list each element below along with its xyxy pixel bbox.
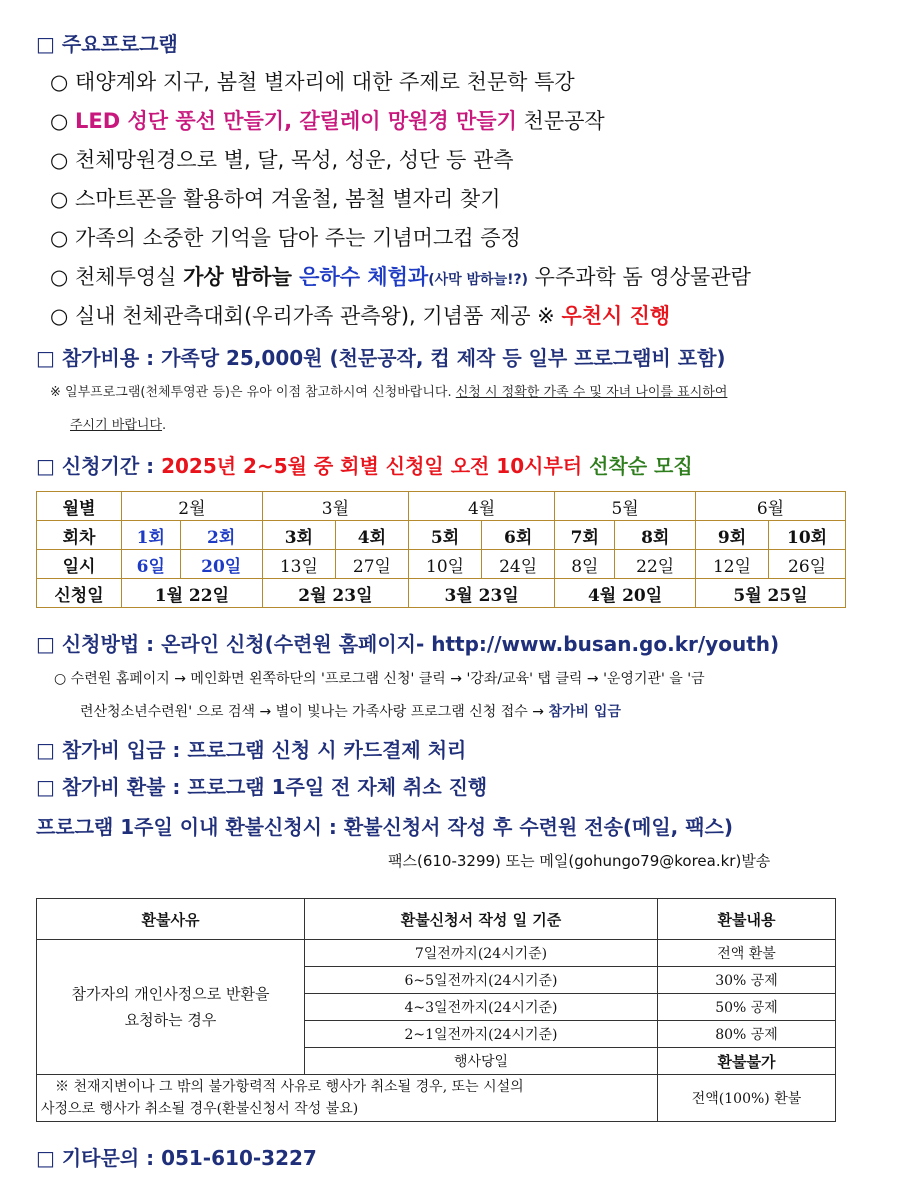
refund-row: [37, 940, 836, 967]
basis-cell: 행사당일: [305, 1048, 658, 1075]
date-cell: 20일: [180, 550, 262, 579]
program-item-lecture: ○ 태양계와 지구, 봄철 별자리에 대한 주제로 천문학 특강: [50, 70, 575, 94]
disaster-line-1: ※ 천재지변이나 그 밖의 불가항력적 사유로 행사가 취소될 경우, 또는 시설의: [55, 1079, 524, 1095]
fee-line: □ 참가비용 : 가족당 25,000원 (천문공작, 컵 제작 등 일부 프로그램비 포함): [36, 346, 726, 370]
date-cell: 8일: [555, 550, 615, 579]
date-cell: 22일: [615, 550, 696, 579]
schedule-row-date: [37, 550, 846, 579]
session-cell: 4회: [335, 521, 408, 550]
planet-pre: ○ 천체투영실: [50, 265, 184, 289]
month-cell: 4월: [408, 492, 554, 521]
apply-cell: 1월 22일: [122, 579, 263, 608]
session-cell: 8회: [615, 521, 696, 550]
session-cell: 2회: [180, 521, 262, 550]
fee-note-end: .: [162, 418, 167, 433]
program-item-mug: ○ 가족의 소중한 기억을 담아 주는 기념머그컵 증정: [50, 226, 521, 250]
session-cell: 7회: [555, 521, 615, 550]
rain-note: 우천시 진행: [561, 304, 671, 328]
planet-rest: 우주과학 돔 영상물관람: [528, 265, 751, 289]
date-cell: 24일: [482, 550, 555, 579]
bullet: ○: [50, 109, 75, 133]
date-cell: 10일: [408, 550, 481, 579]
date-cell: 26일: [769, 550, 846, 579]
refund-header-row: [37, 899, 836, 940]
period-red: 2025년 2~5월 중 회별 신청일 오전 10시부터: [161, 454, 590, 478]
payment-line: □ 참가비 입금 : 프로그램 신청 시 카드결제 처리: [36, 738, 467, 762]
session-cell: 1회: [122, 521, 181, 550]
method-step1: ○ 수련원 홈페이지 → 메인화면 왼쪽하단의 '프로그램 신청' 클릭 → '강좌/교육' 탭 클릭 → '운영기관' 을 '금: [54, 671, 705, 687]
schedule-row-month: [37, 492, 846, 521]
basis-cell: 7일전까지(24시기준): [305, 940, 658, 967]
schedule-row-session: [37, 521, 846, 550]
fee-note: [50, 381, 727, 400]
result-cell: 환불불가: [658, 1048, 836, 1075]
fee-note-underline: 신청 시 정확한 가족 수 및 자녀 나이를 표시하여: [455, 385, 728, 400]
date-cell: 12일: [695, 550, 768, 579]
disaster-line-2: 사정으로 행사가 취소될 경우(환불신청서 작성 불요): [41, 1101, 359, 1117]
session-cell: 3회: [262, 521, 335, 550]
program-item-craft: [50, 105, 605, 135]
header-reason: 환불사유: [37, 899, 305, 940]
month-cell: 6월: [695, 492, 845, 521]
reason-line-2: 요청하는 경우: [124, 1011, 217, 1029]
indoor-pre: ○ 실내 천체관측대회(우리가족 관측왕), 기념품 제공 ※: [50, 304, 562, 328]
apply-cell: 3월 23일: [408, 579, 554, 608]
refund-table: [36, 898, 836, 1122]
row-label: 신청일: [37, 579, 122, 608]
session-cell: 6회: [482, 521, 555, 550]
session-cell: 10회: [769, 521, 846, 550]
schedule-table: [36, 491, 846, 608]
date-cell: 27일: [335, 550, 408, 579]
program-item-smartphone: ○ 스마트폰을 활용하여 겨울철, 봄철 별자리 찾기: [50, 187, 501, 211]
fee-note-underline-2: 주시기 바랍니다: [70, 418, 163, 433]
date-cell: 6일: [122, 550, 181, 579]
basis-cell: 6~5일전까지(24시기준): [305, 967, 658, 994]
header-basis: 환불신청서 작성 일 기준: [305, 899, 658, 940]
session-cell: 5회: [408, 521, 481, 550]
program-item-indoor: [50, 300, 670, 330]
result-cell: 50% 공제: [658, 994, 836, 1021]
planet-small: (사막 밤하늘!?): [428, 272, 528, 288]
period-line: [36, 450, 693, 479]
basis-cell: 4~3일전까지(24시기준): [305, 994, 658, 1021]
period-label: □ 신청기간 :: [36, 454, 162, 478]
apply-cell: 2월 23일: [262, 579, 408, 608]
apply-cell: 4월 20일: [555, 579, 696, 608]
refund-heading: □ 참가비 환불 : 프로그램 1주일 전 자체 취소 진행: [36, 775, 488, 799]
basis-cell: 2~1일전까지(24시기준): [305, 1021, 658, 1048]
method-line: □ 신청방법 : 온라인 신청(수련원 홈페이지- http://www.busan.go.kr/youth): [36, 632, 780, 656]
refund-contact: 팩스(610-3299) 또는 메일(gohungo79@korea.kr)발송: [388, 852, 771, 870]
method-step2-pre: 련산청소년수련원' 으로 검색 → 별이 빛나는 가족사랑 프로그램 신청 접수 →: [80, 704, 549, 720]
row-label: 월별: [37, 492, 122, 521]
result-cell: 80% 공제: [658, 1021, 836, 1048]
programs-heading: □ 주요프로그램: [36, 32, 178, 56]
disaster-result: 전액(100%) 환불: [658, 1075, 836, 1122]
date-cell: 13일: [262, 550, 335, 579]
program-item-observation: ○ 천체망원경으로 별, 달, 목성, 성운, 성단 등 관측: [50, 148, 514, 172]
month-cell: 2월: [122, 492, 263, 521]
craft-highlight: LED 성단 풍선 만들기, 갈릴레이 망원경 만들기: [75, 109, 517, 133]
method-step2-blue: 참가비 입금: [548, 704, 621, 720]
row-label: 일시: [37, 550, 122, 579]
schedule-row-apply: [37, 579, 846, 608]
craft-rest: 천문공작: [516, 109, 605, 133]
row-label: 회차: [37, 521, 122, 550]
fee-note-cont: [70, 414, 166, 433]
fee-note-pre: ※ 일부프로그램(천체투영관 등)은 유아 이점 참고하시여 신청바랍니다.: [50, 385, 456, 400]
result-cell: 30% 공제: [658, 967, 836, 994]
result-cell: 전액 환불: [658, 940, 836, 967]
month-cell: 3월: [262, 492, 408, 521]
apply-cell: 5월 25일: [695, 579, 845, 608]
month-cell: 5월: [555, 492, 696, 521]
header-result: 환불내용: [658, 899, 836, 940]
period-green: 선착순 모집: [589, 454, 693, 478]
reason-line-1: 참가자의 개인사정으로 반환을: [71, 985, 270, 1003]
reason-cell: [37, 940, 305, 1075]
refund-within: 프로그램 1주일 이내 환불신청시 : 환불신청서 작성 후 수련원 전송(메일, 팩스): [36, 815, 734, 839]
planet-bold: 가상 밤하늘: [183, 265, 292, 289]
disaster-cell: [37, 1075, 658, 1122]
planet-blue: 은하수 체험과: [291, 265, 429, 289]
contact-line: □ 기타문의 : 051-610-3227: [36, 1146, 317, 1170]
refund-row-disaster: [37, 1075, 836, 1122]
method-step2: [80, 701, 621, 721]
session-cell: 9회: [695, 521, 768, 550]
program-item-planetarium: [50, 261, 751, 291]
